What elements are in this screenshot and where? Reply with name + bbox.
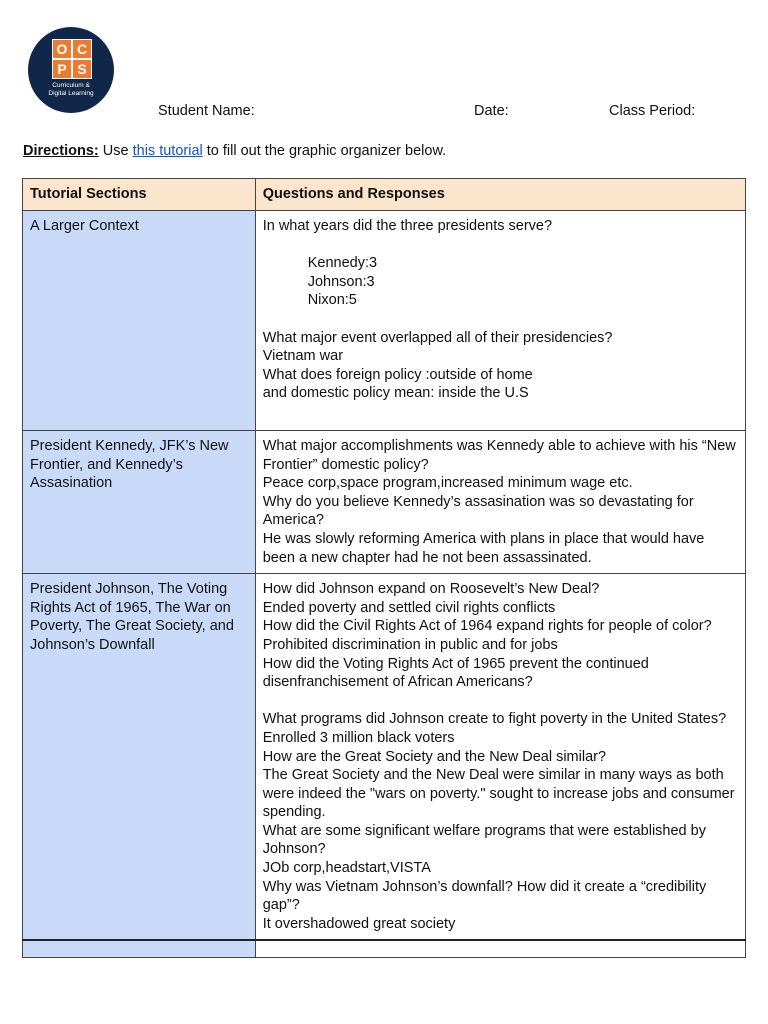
response-text: Kennedy:3 xyxy=(307,255,378,272)
question-text: What programs did Johnson create to fight poverty in the United States? xyxy=(262,711,727,728)
question-text: How did the Voting Rights Act of 1965 prevent the continued disenfranchisement of African Americans? xyxy=(262,655,649,691)
response-cell[interactable] xyxy=(255,431,745,574)
question-text: In what years did the three presidents serve? xyxy=(262,218,553,234)
table-row-empty xyxy=(23,940,746,958)
table-row xyxy=(23,211,746,431)
response-text: JOb corp,headstart,VISTA xyxy=(262,860,431,877)
blank-line xyxy=(263,310,738,329)
response-text: Enrolled 3 million black voters xyxy=(262,729,455,746)
question-text: How are the Great Society and the New Deal similar? xyxy=(262,748,607,765)
response-cell[interactable] xyxy=(255,211,745,431)
logo-letter: C xyxy=(72,39,92,59)
logo-caption-line1: Curriculum & xyxy=(52,82,90,89)
question-text: Why was Vietnam Johnson’s downfall? How did it create a “credibility gap”? xyxy=(262,878,707,914)
header-tutorial-sections: Tutorial Sections xyxy=(23,179,256,211)
tutorial-link[interactable]: this tutorial xyxy=(132,143,203,159)
response-text: Vietnam war xyxy=(262,348,344,365)
logo-letter: P xyxy=(52,59,72,79)
header-questions-responses: Questions and Responses xyxy=(255,179,745,211)
directions-pre: Use xyxy=(102,143,129,159)
graphic-organizer-table xyxy=(22,178,746,958)
table-row xyxy=(23,431,746,574)
date-label: Date: xyxy=(474,103,509,119)
question-text: How did Johnson expand on Roosevelt’s New Deal? xyxy=(262,581,600,598)
response-text: Johnson:3 xyxy=(307,273,375,290)
question-text: What major accomplishments was Kennedy able to achieve with his “New Frontier” domestic policy? xyxy=(262,438,736,473)
section-cell-empty[interactable] xyxy=(23,940,256,958)
question-text: Why do you believe Kennedy’s assasination was so devastating for America? xyxy=(262,493,694,529)
response-cell-empty[interactable] xyxy=(255,940,745,958)
response-text: Nixon:5 xyxy=(307,292,357,309)
logo-caption-line2: Digital Learning xyxy=(48,90,94,97)
section-cell: A Larger Context xyxy=(23,211,256,431)
directions-post: to fill out the graphic organizer below. xyxy=(206,143,447,159)
question-text: What are some significant welfare programs that were established by Johnson? xyxy=(262,822,706,858)
table-row xyxy=(23,574,746,941)
response-text: The Great Society and the New Deal were similar in many ways as both were indeed the "wars on poverty." sought to increase jobs and consumer spending. xyxy=(262,767,735,821)
ocps-logo xyxy=(28,27,114,113)
blank-line xyxy=(263,236,738,255)
response-cell[interactable] xyxy=(255,574,745,941)
section-cell: President Kennedy, JFK’s New Frontier, and Kennedy’s Assasination xyxy=(23,431,256,574)
directions xyxy=(23,143,446,159)
response-text: Ended poverty and settled civil rights conflicts xyxy=(262,599,556,616)
question-text: How did the Civil Rights Act of 1964 expand rights for people of color? xyxy=(262,618,712,635)
student-name-label: Student Name: xyxy=(158,103,255,119)
question-text: What does foreign policy :outside of home xyxy=(262,366,533,383)
response-text: It overshadowed great society xyxy=(262,915,456,932)
logo-letter: O xyxy=(52,39,72,59)
section-cell: President Johnson, The Voting Rights Act of 1965, The War on Poverty, The Great Society, and Johnson’s Downfall xyxy=(23,574,256,941)
class-period-label: Class Period: xyxy=(609,103,696,119)
response-text: Prohibited discrimination in public and for jobs xyxy=(262,636,558,653)
directions-label: Directions: xyxy=(23,143,99,159)
table-header-row xyxy=(23,179,746,211)
logo-letter: S xyxy=(72,59,92,79)
response-text: He was slowly reforming America with plans in place that would have been a new chapter had he not been assassinated. xyxy=(262,530,705,566)
response-text: Peace corp,space program,increased minimum wage etc. xyxy=(262,475,633,492)
response-text: and domestic policy mean: inside the U.S xyxy=(262,385,529,402)
blank-line xyxy=(263,692,738,711)
question-text: What major event overlapped all of their presidencies? xyxy=(262,329,613,346)
